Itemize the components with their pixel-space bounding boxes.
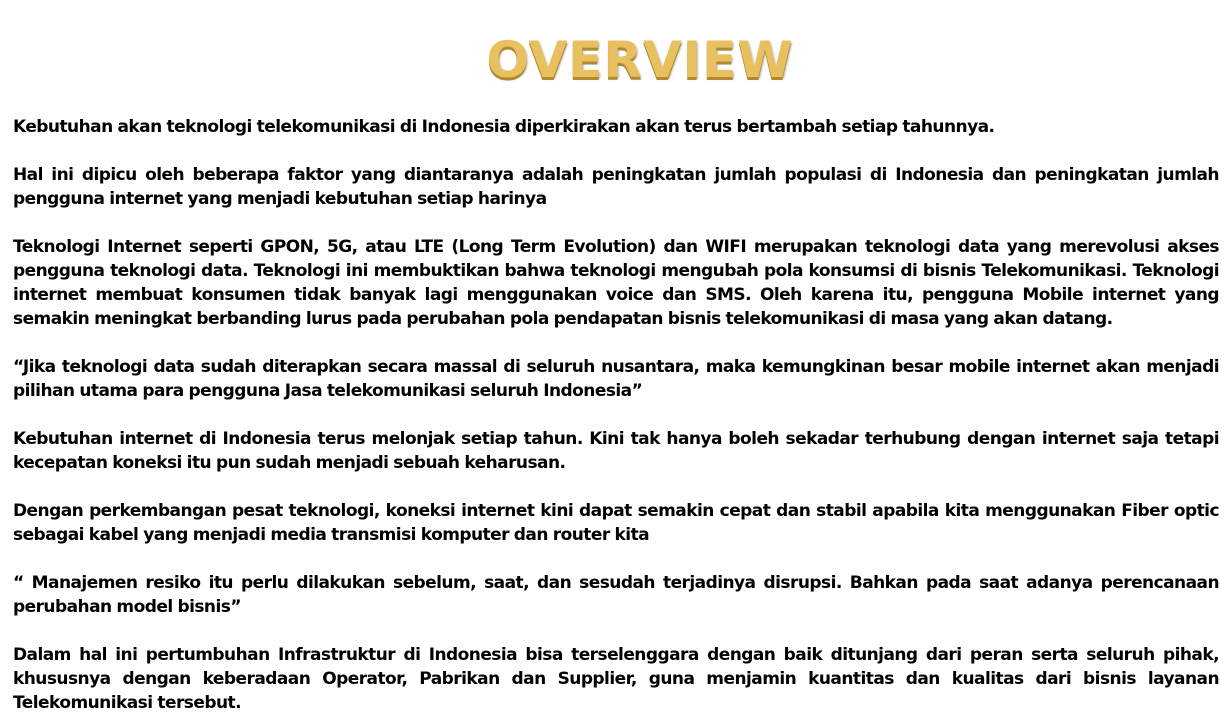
paragraph-infrastructure: Dalam hal ini pertumbuhan Infrastruktur di Indonesia bisa terselenggara dengan baik ditunjang dari peran serta seluruh pihak, khususnya dengan keberadaan Operator, Pabrikan dan Supplier, guna menjamin kuantitas dan kualitas dari bisnis layanan Telekomunikasi tersebut.	[13, 645, 1219, 713]
paragraph-growth-factors: Hal ini dipicu oleh beberapa faktor yang diantaranya adalah peningkatan jumlah populasi di Indonesia dan peningkatan jumlah pengguna internet yang menjadi kebutuhan setiap harinya	[13, 165, 1219, 209]
paragraph-quote-risk-management: “ Manajemen resiko itu perlu dilakukan sebelum, saat, dan sesudah terjadinya disrupsi. Bahkan pada saat adanya perencanaan perubahan model bisnis”	[13, 573, 1219, 617]
page-title: OVERVIEW	[486, 31, 794, 89]
paragraph-internet-demand: Kebutuhan internet di Indonesia terus melonjak setiap tahun. Kini tak hanya boleh sekadar terhubung dengan internet saja tetapi kecepatan koneksi itu pun sudah menjadi sebuah keharusan.	[13, 429, 1219, 473]
paragraph-telecom-demand: Kebutuhan akan teknologi telekomunikasi di Indonesia diperkirakan akan terus bertambah setiap tahunnya.	[13, 117, 995, 137]
paragraph-quote-mobile-internet: “Jika teknologi data sudah diterapkan secara massal di seluruh nusantara, maka kemungkinan besar mobile internet akan menjadi pilihan utama para pengguna Jasa telekomunikasi seluruh Indonesia”	[13, 357, 1219, 401]
overview-content	[13, 115, 1219, 715]
paragraph-fiber-optic: Dengan perkembangan pesat teknologi, koneksi internet kini dapat semakin cepat dan stabil apabila kita menggunakan Fiber optic sebagai kabel yang menjadi media transmisi komputer dan router kita	[13, 501, 1219, 545]
paragraph-internet-technology: Teknologi Internet seperti GPON, 5G, atau LTE (Long Term Evolution) dan WIFI merupakan teknologi data yang merevolusi akses pengguna teknologi data. Teknologi ini membuktikan bahwa teknologi mengubah pola konsumsi di bisnis Telekomunikasi. Teknologi internet membuat konsumen tidak banyak lagi menggunakan voice dan SMS. Oleh karena itu, pengguna Mobile internet yang semakin meningkat berbanding lurus pada perubahan pola pendapatan bisnis telekomunikasi di masa yang akan datang.	[13, 237, 1219, 329]
